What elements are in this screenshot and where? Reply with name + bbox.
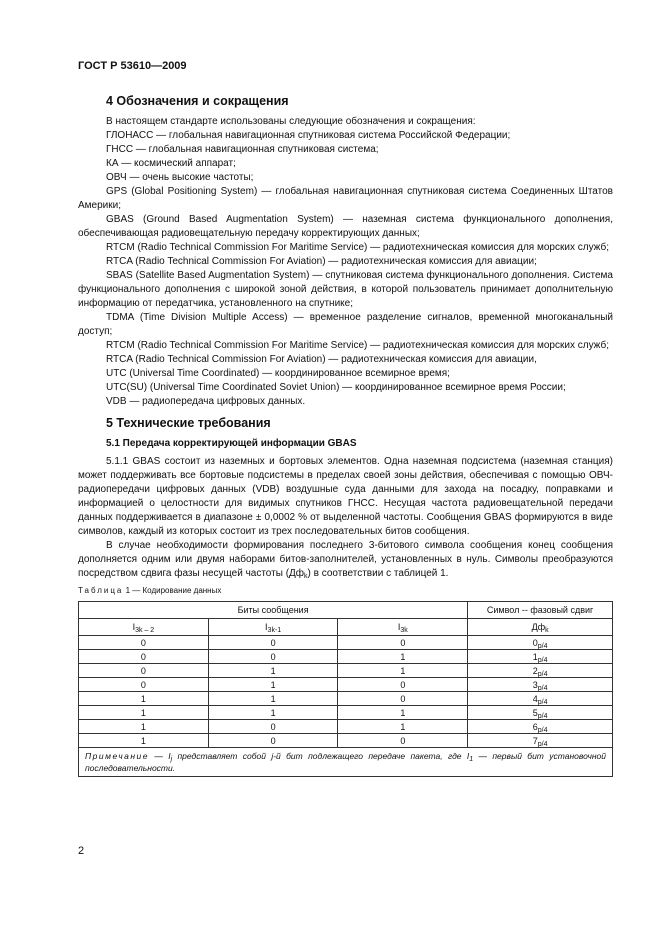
table-cell: 0 (79, 650, 209, 664)
table-cell: 1 (208, 692, 338, 706)
definition-paragraph: VDB — радиопередача цифровых данных. (106, 396, 306, 407)
table-cell: 1 (338, 650, 468, 664)
definition-paragraph: TDMA (Time Division Multiple Access) — временное разделение сигналов, временной многоканальный доступ; (78, 312, 613, 337)
definition-paragraph: ГНСС — глобальная навигационная спутниковая система; (106, 144, 379, 155)
table-data-encoding (78, 601, 613, 777)
table-row (79, 706, 613, 720)
table-row (79, 734, 613, 748)
definition-paragraph: RTCM (Radio Technical Commission For Maritime Service) — радиотехническая комиссия для морских служб; (106, 242, 609, 253)
table-cell: 0 (338, 678, 468, 692)
table-cell: 1 (208, 678, 338, 692)
col-i3k-2: $I_{3k - 2}$ (79, 619, 209, 636)
definition-paragraph: SBAS (Satellite Based Augmentation System) — спутниковая система функционального дополнения. Система функционального дополнения с широкой зоной действия, в которой пользователь принимает дополнительную информацию от передатчика, установленного на спутнике; (78, 270, 613, 309)
subsection-5-1-title: 5.1 Передача корректирующей информации GBAS (106, 438, 357, 449)
table-row (79, 664, 613, 678)
col-i3k: $I_{3k}$ (338, 619, 468, 636)
paragraph-5-1-1: 5.1.1 GBAS состоит из наземных и бортовых элементов. Одна наземная подсистема (наземная станция) может поддерживать все бортовые подсистемы в пределах своей зоны действия, обеспечивая с помощью ОВЧ-радиопередачи цифровых данных (VDB) воздушные суда данными для захода на посадку, поправками и информацией о целостности для видимых спутников ГНСС. Несущая частота радиовещательной передачи данных поддерживается в диапазоне ± 0,0002 % от выделенной частоты. Сообщения GBAS формируются в виде символов, каждый из которых состоит из трех последовательных битов сообщения. (78, 456, 613, 537)
phase-cell: $7_{p/4}$ (468, 734, 613, 748)
table-cell: 0 (208, 720, 338, 734)
table-1-caption: Таблица 1 — Кодирование данных (78, 586, 222, 595)
main-content (78, 93, 613, 777)
table-cell: 1 (338, 706, 468, 720)
phase-cell: $1_{p/4}$ (468, 650, 613, 664)
phase-cell: $3_{p/4}$ (468, 678, 613, 692)
table-cell: 0 (208, 636, 338, 650)
phase-cell: $5_{p/4}$ (468, 706, 613, 720)
page-number: 2 (78, 845, 85, 857)
definition-paragraph: ГЛОНАСС — глобальная навигационная спутниковая система Российской Федерации; (106, 130, 511, 141)
table-row (79, 636, 613, 650)
phase-cell: $0_{p/4}$ (468, 636, 613, 650)
table-cell: 0 (338, 636, 468, 650)
table-cell: 0 (79, 636, 209, 650)
table-cell: 0 (338, 734, 468, 748)
document-header: ГОСТ Р 53610—2009 (78, 60, 187, 72)
header-message-bits: Биты сообщения (79, 602, 468, 619)
definition-paragraph: ОВЧ — очень высокие частоты; (106, 172, 254, 183)
table-cell: 0 (338, 692, 468, 706)
header-symbol-phase: Символ -- фазовый сдвиг (468, 602, 613, 619)
definition-paragraph: КА — космический аппарат; (106, 158, 236, 169)
definition-paragraph: В настоящем стандарте использованы следующие обозначения и сокращения: (106, 116, 476, 127)
table-cell: 1 (208, 706, 338, 720)
phase-cell: $6_{p/4}$ (468, 720, 613, 734)
table-row (79, 692, 613, 706)
col-i3k-1: $I_{3k-1}$ (208, 619, 338, 636)
table-cell: 0 (79, 664, 209, 678)
table-cell: 1 (338, 664, 468, 678)
definition-paragraph: UTC (Universal Time Coordinated) — координированное всемирное время; (106, 368, 450, 379)
table-cell: 1 (79, 734, 209, 748)
table-body (79, 636, 613, 748)
phase-cell: $4_{p/4}$ (468, 692, 613, 706)
definition-paragraph: RTCA (Radio Technical Commission For Aviation) — радиотехническая комиссия для авиации; (106, 256, 537, 267)
table-row (79, 678, 613, 692)
table-cell: 0 (208, 734, 338, 748)
section-5-title: 5 Технические требования (106, 416, 271, 430)
definition-paragraph: GPS (Global Positioning System) — глобальная навигационная спутниковая система Соединенных Штатов Америки; (78, 186, 613, 211)
table-row (79, 720, 613, 734)
table-cell: 0 (79, 678, 209, 692)
definition-paragraph: RTCA (Radio Technical Commission For Aviation) — радиотехническая комиссия для авиации, (106, 354, 537, 365)
definition-paragraph: UTC(SU) (Universal Time Coordinated Soviet Union) — координированное всемирное время России; (106, 382, 566, 393)
col-phase-shift: $Дф_k$ (468, 619, 613, 636)
table-cell: 1 (338, 720, 468, 734)
definition-paragraph: GBAS (Ground Based Augmentation System) — наземная система функционального дополнения, обеспечивающая радиовещательную передачу корректирующих данных; (78, 214, 613, 239)
table-cell: 1 (79, 720, 209, 734)
table-cell: 1 (79, 706, 209, 720)
section-4-body (78, 115, 613, 409)
phase-cell: $2_{p/4}$ (468, 664, 613, 678)
table-cell: 0 (208, 650, 338, 664)
section-4-title: 4 Обозначения и сокращения (106, 94, 289, 108)
table-cell: 1 (208, 664, 338, 678)
definition-paragraph: RTCM (Radio Technical Commission For Maritime Service) — радиотехническая комиссия для морских служб; (106, 340, 609, 351)
table-cell: 1 (79, 692, 209, 706)
table-row (79, 650, 613, 664)
paragraph-5-1-1-cont: В случае необходимости формирования последнего 3-битового символа сообщения конец сообщения дополняется одним или двумя наборами битов-заполнителей, установленных в нуль. Символы преобразуются посредством сдвига фазы несущей частоты $(Дф_k)$ в соответствии с таблицей 1. (78, 540, 613, 580)
table-note: Примечание — $I_j$ представляет собой j-й бит подлежащего передаче пакета, где $I_1$ — первый бит установочной последовательности. (79, 748, 613, 777)
